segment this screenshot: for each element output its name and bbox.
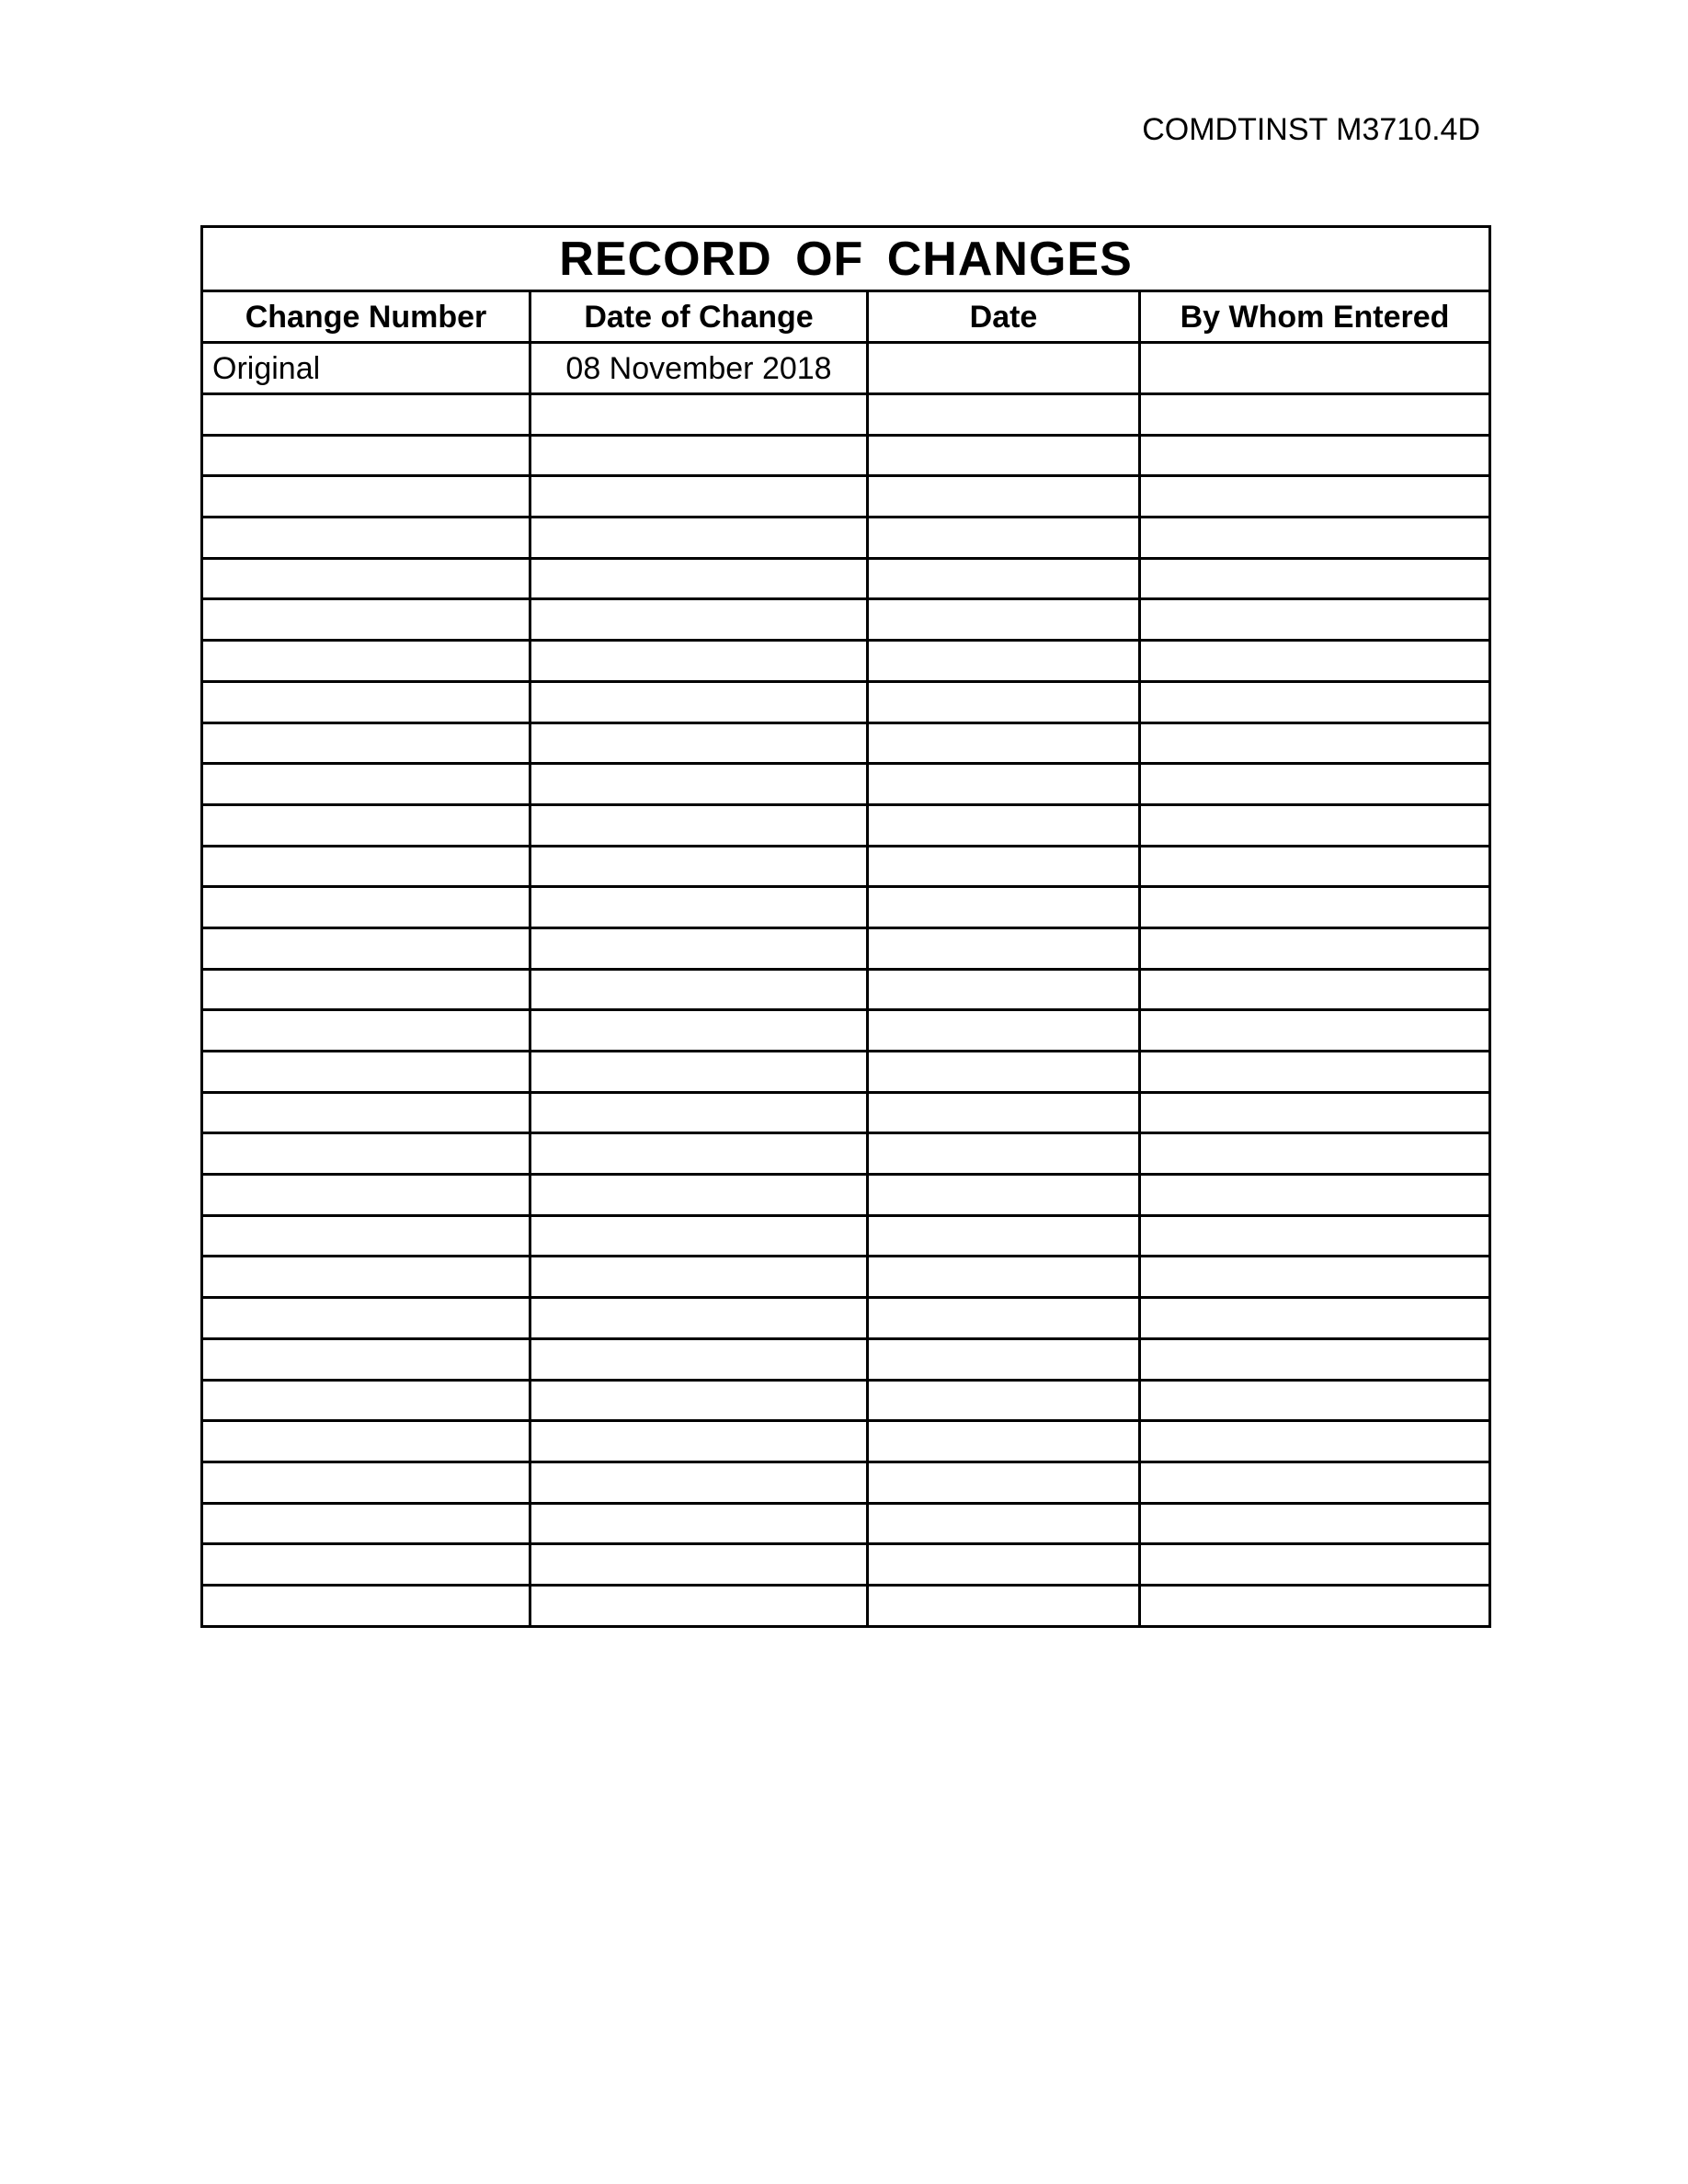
date-cell — [868, 1421, 1140, 1462]
date-of-change-cell — [530, 1215, 868, 1257]
table-row — [202, 476, 1490, 518]
change-number-cell — [202, 1052, 530, 1093]
by-whom-entered-cell — [1140, 1380, 1490, 1421]
date-cell — [868, 476, 1140, 518]
by-whom-entered-cell — [1140, 1133, 1490, 1175]
date-of-change-cell — [530, 435, 868, 476]
change-number-cell — [202, 1257, 530, 1298]
date-of-change-cell — [530, 1544, 868, 1586]
date-cell — [868, 599, 1140, 641]
date-cell — [868, 1133, 1140, 1175]
date-of-change-cell — [530, 1257, 868, 1298]
table-row — [202, 722, 1490, 764]
by-whom-entered-cell — [1140, 1175, 1490, 1216]
by-whom-entered-cell — [1140, 969, 1490, 1010]
date-cell — [868, 394, 1140, 436]
date-cell — [868, 1503, 1140, 1544]
by-whom-entered-cell — [1140, 343, 1490, 394]
by-whom-entered-cell — [1140, 722, 1490, 764]
change-number-cell: Original — [202, 343, 530, 394]
date-cell — [868, 558, 1140, 599]
column-header-by-whom-entered: By Whom Entered — [1140, 291, 1490, 343]
date-cell — [868, 343, 1140, 394]
table-row — [202, 1462, 1490, 1503]
by-whom-entered-cell — [1140, 1544, 1490, 1586]
change-number-cell — [202, 1175, 530, 1216]
date-of-change-cell: 08 November 2018 — [530, 343, 868, 394]
by-whom-entered-cell — [1140, 1215, 1490, 1257]
change-number-cell — [202, 558, 530, 599]
change-number-cell — [202, 681, 530, 722]
table-row — [202, 1215, 1490, 1257]
column-header-date: Date — [868, 291, 1140, 343]
by-whom-entered-cell — [1140, 1010, 1490, 1052]
table-row — [202, 599, 1490, 641]
date-cell — [868, 887, 1140, 928]
change-number-cell — [202, 722, 530, 764]
date-cell — [868, 1215, 1140, 1257]
table-row — [202, 927, 1490, 969]
date-of-change-cell — [530, 1052, 868, 1093]
change-number-cell — [202, 435, 530, 476]
change-number-cell — [202, 1462, 530, 1503]
table-title: RECORD OF CHANGES — [202, 227, 1490, 291]
date-of-change-cell — [530, 764, 868, 805]
table-row — [202, 804, 1490, 846]
table-title-row — [202, 227, 1490, 291]
date-of-change-cell — [530, 1092, 868, 1133]
by-whom-entered-cell — [1140, 1503, 1490, 1544]
change-number-cell — [202, 1585, 530, 1626]
date-of-change-cell — [530, 1010, 868, 1052]
table-row — [202, 681, 1490, 722]
change-number-cell — [202, 804, 530, 846]
date-cell — [868, 1175, 1140, 1216]
table-row — [202, 1175, 1490, 1216]
table-row — [202, 343, 1490, 394]
date-cell — [868, 1380, 1140, 1421]
by-whom-entered-cell — [1140, 641, 1490, 682]
date-of-change-cell — [530, 1585, 868, 1626]
by-whom-entered-cell — [1140, 1092, 1490, 1133]
by-whom-entered-cell — [1140, 518, 1490, 559]
change-number-cell — [202, 887, 530, 928]
change-number-cell — [202, 1380, 530, 1421]
table-row — [202, 558, 1490, 599]
date-of-change-cell — [530, 846, 868, 887]
by-whom-entered-cell — [1140, 1462, 1490, 1503]
by-whom-entered-cell — [1140, 1338, 1490, 1380]
by-whom-entered-cell — [1140, 1421, 1490, 1462]
change-number-cell — [202, 1215, 530, 1257]
table-header-row — [202, 291, 1490, 343]
change-number-cell — [202, 927, 530, 969]
date-of-change-cell — [530, 804, 868, 846]
table-row — [202, 1257, 1490, 1298]
change-number-cell — [202, 1421, 530, 1462]
date-cell — [868, 1462, 1140, 1503]
change-number-cell — [202, 518, 530, 559]
change-number-cell — [202, 969, 530, 1010]
date-cell — [868, 722, 1140, 764]
date-of-change-cell — [530, 558, 868, 599]
table-row — [202, 1338, 1490, 1380]
table-row — [202, 1585, 1490, 1626]
table-row — [202, 1544, 1490, 1586]
by-whom-entered-cell — [1140, 1257, 1490, 1298]
by-whom-entered-cell — [1140, 558, 1490, 599]
by-whom-entered-cell — [1140, 927, 1490, 969]
date-cell — [868, 1544, 1140, 1586]
table-row — [202, 887, 1490, 928]
date-of-change-cell — [530, 641, 868, 682]
date-cell — [868, 641, 1140, 682]
date-cell — [868, 1298, 1140, 1339]
table-row — [202, 435, 1490, 476]
date-of-change-cell — [530, 1338, 868, 1380]
by-whom-entered-cell — [1140, 1052, 1490, 1093]
date-cell — [868, 1257, 1140, 1298]
change-number-cell — [202, 641, 530, 682]
table-row — [202, 1092, 1490, 1133]
by-whom-entered-cell — [1140, 599, 1490, 641]
date-of-change-cell — [530, 476, 868, 518]
by-whom-entered-cell — [1140, 394, 1490, 436]
date-of-change-cell — [530, 887, 868, 928]
date-of-change-cell — [530, 969, 868, 1010]
date-cell — [868, 1092, 1140, 1133]
by-whom-entered-cell — [1140, 435, 1490, 476]
change-number-cell — [202, 1010, 530, 1052]
date-cell — [868, 1585, 1140, 1626]
table-row — [202, 1052, 1490, 1093]
document-id: COMDTINST M3710.4D — [1142, 112, 1480, 147]
table-row — [202, 1298, 1490, 1339]
date-of-change-cell — [530, 722, 868, 764]
date-cell — [868, 518, 1140, 559]
change-number-cell — [202, 1092, 530, 1133]
date-of-change-cell — [530, 1503, 868, 1544]
date-cell — [868, 1338, 1140, 1380]
date-of-change-cell — [530, 1175, 868, 1216]
by-whom-entered-cell — [1140, 1298, 1490, 1339]
table-row — [202, 1380, 1490, 1421]
change-number-cell — [202, 764, 530, 805]
date-of-change-cell — [530, 599, 868, 641]
table-row — [202, 641, 1490, 682]
table-body — [202, 343, 1490, 1627]
date-of-change-cell — [530, 1298, 868, 1339]
change-number-cell — [202, 1503, 530, 1544]
change-number-cell — [202, 394, 530, 436]
date-cell — [868, 764, 1140, 805]
date-cell — [868, 435, 1140, 476]
date-of-change-cell — [530, 1421, 868, 1462]
date-of-change-cell — [530, 1462, 868, 1503]
column-header-change-number: Change Number — [202, 291, 530, 343]
by-whom-entered-cell — [1140, 846, 1490, 887]
table-row — [202, 764, 1490, 805]
date-of-change-cell — [530, 1133, 868, 1175]
date-cell — [868, 846, 1140, 887]
table-row — [202, 1010, 1490, 1052]
date-cell — [868, 1052, 1140, 1093]
date-cell — [868, 804, 1140, 846]
by-whom-entered-cell — [1140, 681, 1490, 722]
date-cell — [868, 969, 1140, 1010]
date-cell — [868, 1010, 1140, 1052]
column-header-date-of-change: Date of Change — [530, 291, 868, 343]
change-number-cell — [202, 1298, 530, 1339]
change-number-cell — [202, 1544, 530, 1586]
table-row — [202, 394, 1490, 436]
date-cell — [868, 927, 1140, 969]
by-whom-entered-cell — [1140, 476, 1490, 518]
date-of-change-cell — [530, 1380, 868, 1421]
table-row — [202, 846, 1490, 887]
table-row — [202, 518, 1490, 559]
change-number-cell — [202, 599, 530, 641]
by-whom-entered-cell — [1140, 887, 1490, 928]
date-of-change-cell — [530, 927, 868, 969]
change-number-cell — [202, 476, 530, 518]
by-whom-entered-cell — [1140, 764, 1490, 805]
date-of-change-cell — [530, 681, 868, 722]
by-whom-entered-cell — [1140, 804, 1490, 846]
record-of-changes-table — [200, 225, 1491, 1628]
table-row — [202, 1133, 1490, 1175]
date-of-change-cell — [530, 518, 868, 559]
change-number-cell — [202, 1133, 530, 1175]
change-number-cell — [202, 1338, 530, 1380]
table-row — [202, 1503, 1490, 1544]
by-whom-entered-cell — [1140, 1585, 1490, 1626]
date-of-change-cell — [530, 394, 868, 436]
table-row — [202, 1421, 1490, 1462]
table-row — [202, 969, 1490, 1010]
change-number-cell — [202, 846, 530, 887]
date-cell — [868, 681, 1140, 722]
